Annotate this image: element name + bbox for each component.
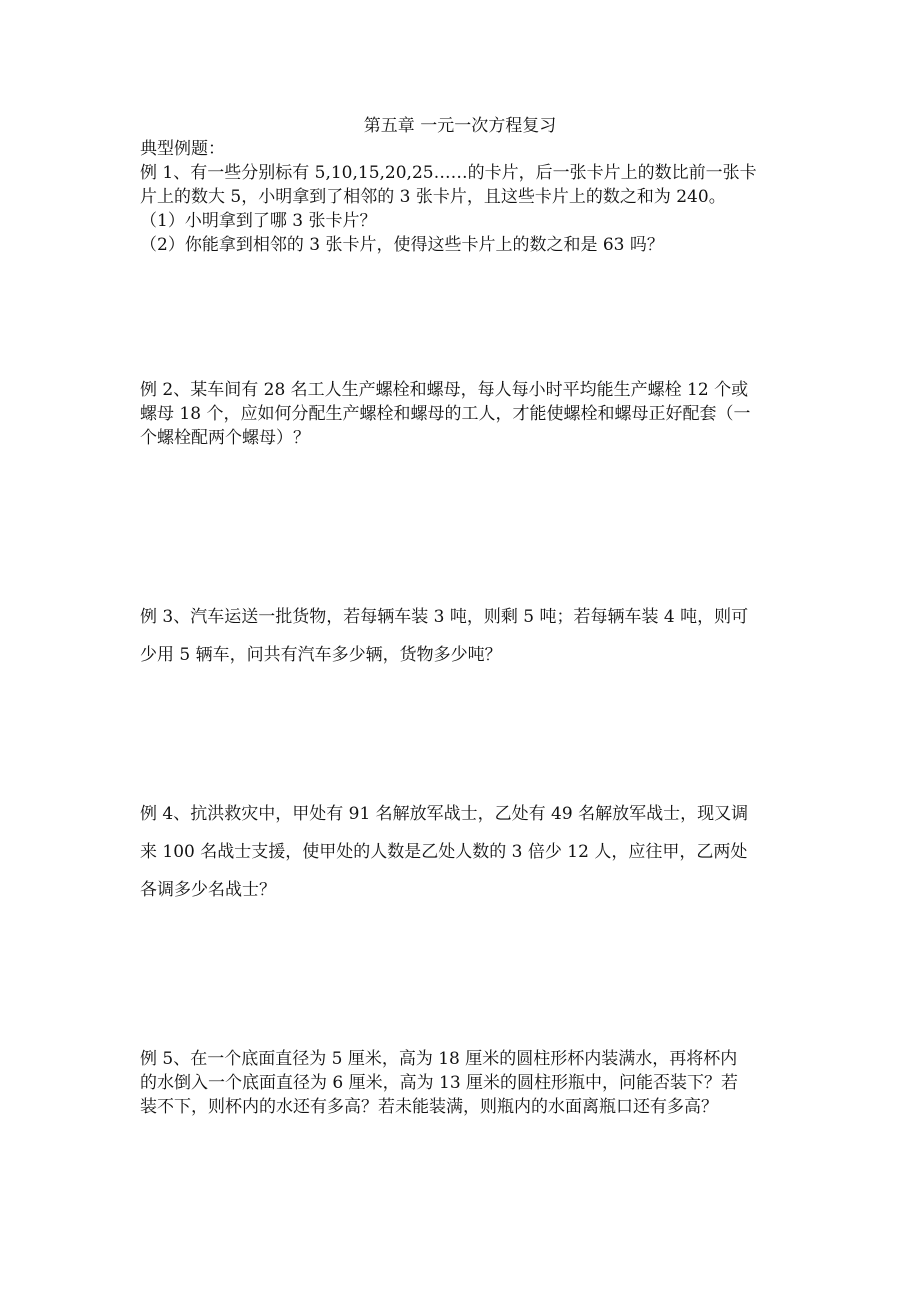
example-4 [140, 795, 785, 909]
example-2-line-2: 螺母 18 个，应如何分配生产螺栓和螺母的工人，才能使螺栓和螺母正好配套（一 [140, 404, 751, 424]
example-1-line-2: 片上的数大 5，小明拿到了相邻的 3 张卡片，且这些卡片上的数之和为 240。 [140, 187, 726, 207]
example-2 [140, 378, 785, 450]
example-1-question-2: （2）你能拿到相邻的 3 张卡片，使得这些卡片上的数之和是 63 吗？ [140, 235, 664, 255]
example-1-question-1: （1）小明拿到了哪 3 张卡片？ [140, 211, 377, 231]
page-title: 第五章 一元一次方程复习 [363, 116, 557, 136]
example-1-line-1: 例 1、有一些分别标有 5,10,15,20,25……的卡片，后一张卡片上的数比前一张卡 [140, 163, 757, 183]
example-2-line-1: 例 2、某车间有 28 名工人生产螺栓和螺母，每人每小时平均能生产螺栓 12 个或 [140, 380, 749, 400]
example-3 [140, 598, 785, 674]
example-5-line-1: 例 5、在一个底面直径为 5 厘米，高为 18 厘米的圆柱形杯内装满水，再将杯内 [140, 1049, 738, 1069]
example-5-line-3: 装不下，则杯内的水还有多高？若未能装满，则瓶内的水面离瓶口还有多高？ [140, 1097, 718, 1117]
example-5 [140, 1047, 785, 1119]
section-heading: 典型例题： [140, 139, 225, 159]
example-1 [140, 137, 785, 257]
example-4-line-3: 各调多少名战士？ [140, 880, 276, 900]
example-4-line-2: 来 100 名战士支援，使甲处的人数是乙处人数的 3 倍少 12 人，应往甲，乙两处 [140, 842, 748, 862]
example-4-line-1: 例 4、抗洪救灾中，甲处有 91 名解放军战士，乙处有 49 名解放军战士，现又调 [140, 804, 749, 824]
example-5-line-2: 的水倒入一个底面直径为 6 厘米，高为 13 厘米的圆柱形瓶中，问能否装下？若 [140, 1073, 739, 1093]
example-2-line-3: 个螺栓配两个螺母）？ [140, 428, 310, 448]
example-3-line-1: 例 3、汽车运送一批货物，若每辆车装 3 吨，则剩 5 吨；若每辆车装 4 吨，则可 [140, 607, 749, 627]
example-3-line-2: 少用 5 辆车，问共有汽车多少辆，货物多少吨？ [140, 645, 502, 665]
